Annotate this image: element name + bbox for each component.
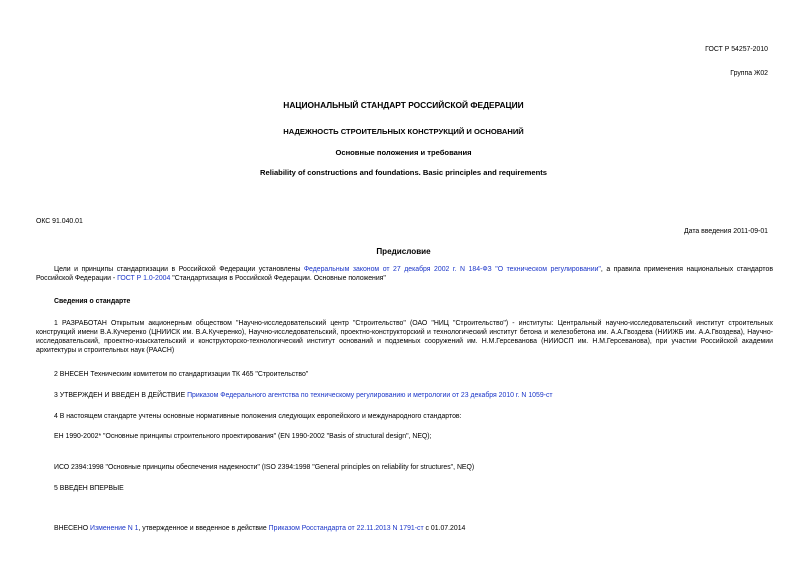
item-text: 3 УТВЕРЖДЕН И ВВЕДЕН В ДЕЙСТВИЕ xyxy=(54,392,188,399)
national-standard-heading: НАЦИОНАЛЬНЫЙ СТАНДАРТ РОССИЙСКОЙ ФЕДЕРАЦИИ xyxy=(283,100,524,110)
item-3-approved xyxy=(54,392,553,401)
rosstandart-order-link[interactable]: Приказом Федерального агентства по техническому регулированию и метрологии от 23 декабря 2010 г. N 1059-ст xyxy=(187,392,553,399)
paragraph-text: , а правила применения национальных стандартов Российской Федерации - xyxy=(36,266,773,282)
en-standard-reference: ЕН 1990-2002* "Основные принципы строительного проектирования" (EN 1990-2002 "Basis of structural design", NEQ); xyxy=(54,433,432,440)
introduction-date: Дата введения 2011-09-01 xyxy=(684,228,768,235)
document-number: ГОСТ Р 54257-2010 xyxy=(705,46,768,53)
item-1-developed-by: 1 РАЗРАБОТАН Открытым акционерным обществом "Научно-исследовательский центр "Строительство" (ОАО "НИЦ "Строительство") - институты: Центральный научно-исследовательский институт строительных конструкций имени В.А.Кучеренко (ЦНИИСК им. В.А.Кучеренко), Научно-исследовательский, проектно-конструкторский и технологический институт бетона и железобетона им. А.А.Гвоздева (НИИЖБ им. А.А.Гвоздева), Научно-исследовательский, проектно-изыскательский и конструкторско-технологический институт оснований и подземных сооружений им. Н.М.Герсеванова (НИИОСП им. Н.М.Герсеванова), при участии Российской академии архитектуры и строительных наук (РААСН) xyxy=(36,320,773,354)
foreword-heading: Предисловие xyxy=(376,247,431,256)
item-5-introduced-first: 5 ВВЕДЕН ВПЕРВЫЕ xyxy=(54,485,124,492)
item-2-submitted-by: 2 ВНЕСЕН Техническим комитетом по стандартизации ТК 465 "Строительство" xyxy=(54,371,309,378)
item-4-standards-considered: 4 В настоящем стандарте учтены основные нормативные положения следующих европейского и международного стандартов: xyxy=(54,413,462,420)
amendment-text: , утвержденное и введенное в действие xyxy=(138,525,269,532)
document-title-english: Reliability of constructions and foundations. Basic principles and requirements xyxy=(260,168,547,177)
amendment-text: ВНЕСЕНО xyxy=(54,525,90,532)
federal-law-link[interactable]: Федеральным законом от 27 декабря 2002 г. N 184-ФЗ "О техническом регулировании" xyxy=(303,266,601,273)
foreword-paragraph xyxy=(36,266,773,284)
document-title: НАДЕЖНОСТЬ СТРОИТЕЛЬНЫХ КОНСТРУКЦИЙ И ОСНОВАНИЙ xyxy=(283,127,524,136)
standard-info-heading: Сведения о стандарте xyxy=(54,298,131,305)
paragraph-text: Цели и принципы стандартизации в Российской Федерации установлены xyxy=(54,266,304,273)
document-subtitle: Основные положения и требования xyxy=(335,148,472,157)
rosstandart-2013-order-link[interactable]: Приказом Росстандарта от 22.11.2013 N 1791-ст xyxy=(268,525,424,532)
oks-code: ОКС 91.040.01 xyxy=(36,218,83,225)
amendment-text: с 01.07.2014 xyxy=(423,525,466,532)
paragraph-text: "Стандартизация в Российской Федерации. Основные положения" xyxy=(170,274,386,282)
iso-standard-reference: ИСО 2394:1998 "Основные принципы обеспечения надежности" (ISO 2394:1998 "General principles on reliability for structures", NEQ) xyxy=(54,464,475,471)
gost-r-1-0-2004-link[interactable]: ГОСТ Р 1.0-2004 xyxy=(117,274,171,282)
amendment-1-link[interactable]: Изменение N 1 xyxy=(90,525,139,532)
amendment-note xyxy=(54,525,465,534)
group-code: Группа Ж02 xyxy=(730,70,768,77)
